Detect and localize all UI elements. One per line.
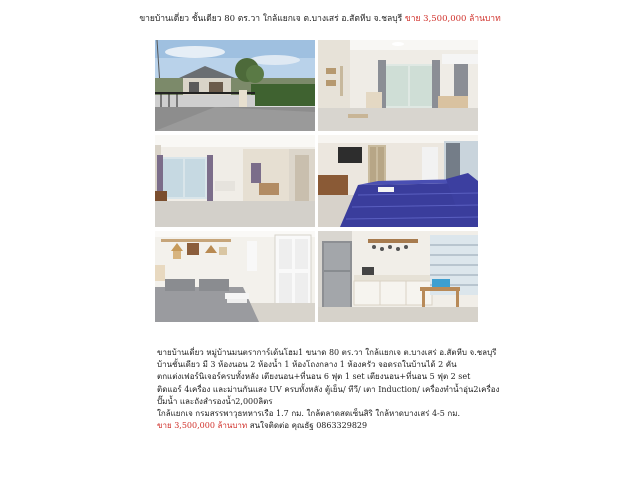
description-line: ใกล้แยกเจ กรมสรรพาวุธทหารเรือ 1.7 กม. ใกล้ตลาดสดเซ็นสิริ ใกล้หาดบางเสร่ 4-5 กม. — [157, 409, 461, 419]
master-bedroom-photo[interactable] — [318, 135, 478, 227]
kitchen-photo[interactable] — [318, 231, 478, 322]
description-line: ติดแอร์ 4เครื่อง และม่านกันแสง UV ครบทั้งหลัง ตู้เย็น/ ทีวี/ เตา Induction/ เครื่องทำน้ำอุ่น2เครื่อง — [157, 384, 500, 394]
house-exterior-photo[interactable] — [155, 40, 315, 131]
photo-gallery — [155, 40, 478, 323]
living-room-photo[interactable] — [318, 40, 478, 131]
listing-title-price: ขาย 3,500,000 ล้านบาท — [404, 14, 501, 24]
bedroom-photo[interactable] — [155, 231, 315, 322]
description-line: ปั๊มน้ำ และถังสำรองน้ำ2,000ลิตร — [157, 396, 273, 406]
contact-text: สนใจติดต่อ คุณธัฐ 0863329829 — [249, 421, 368, 431]
contact-price: ขาย 3,500,000 ล้านบาท — [157, 421, 248, 431]
listing-description — [157, 347, 500, 432]
description-line: ตกแต่งเฟอร์นิเจอร์ครบทั้งหลัง เตียงนอน+ที่นอน 6 ฟุต 1 set เตียงนอน+ที่นอน 5 ฟุต 2 set — [157, 372, 471, 382]
listing-title — [0, 11, 640, 25]
living-area-photo[interactable] — [155, 135, 315, 227]
contact-line — [157, 420, 487, 432]
description-line: ขายบ้านเดี่ยว หมู่บ้านมนตราการ์เด้นโฮม1 ขนาด 80 ตร.วา ใกล้แยกเจ ต.บางเสร่ อ.สัตหีบ จ.ชลบุรี — [157, 348, 497, 357]
listing-title-text: ขายบ้านเดี่ยว ชั้นเดียว 80 ตร.วา ใกล้แยกเจ ต.บางเสร่ อ.สัตหีบ จ.ชลบุรี — [139, 14, 403, 24]
description-line: บ้านชั้นเดียว มี 3 ห้องนอน 2 ห้องน้ำ 1 ห้องโถงกลาง 1 ห้องครัว จอดรถในบ้านได้ 2 คัน — [157, 360, 457, 370]
